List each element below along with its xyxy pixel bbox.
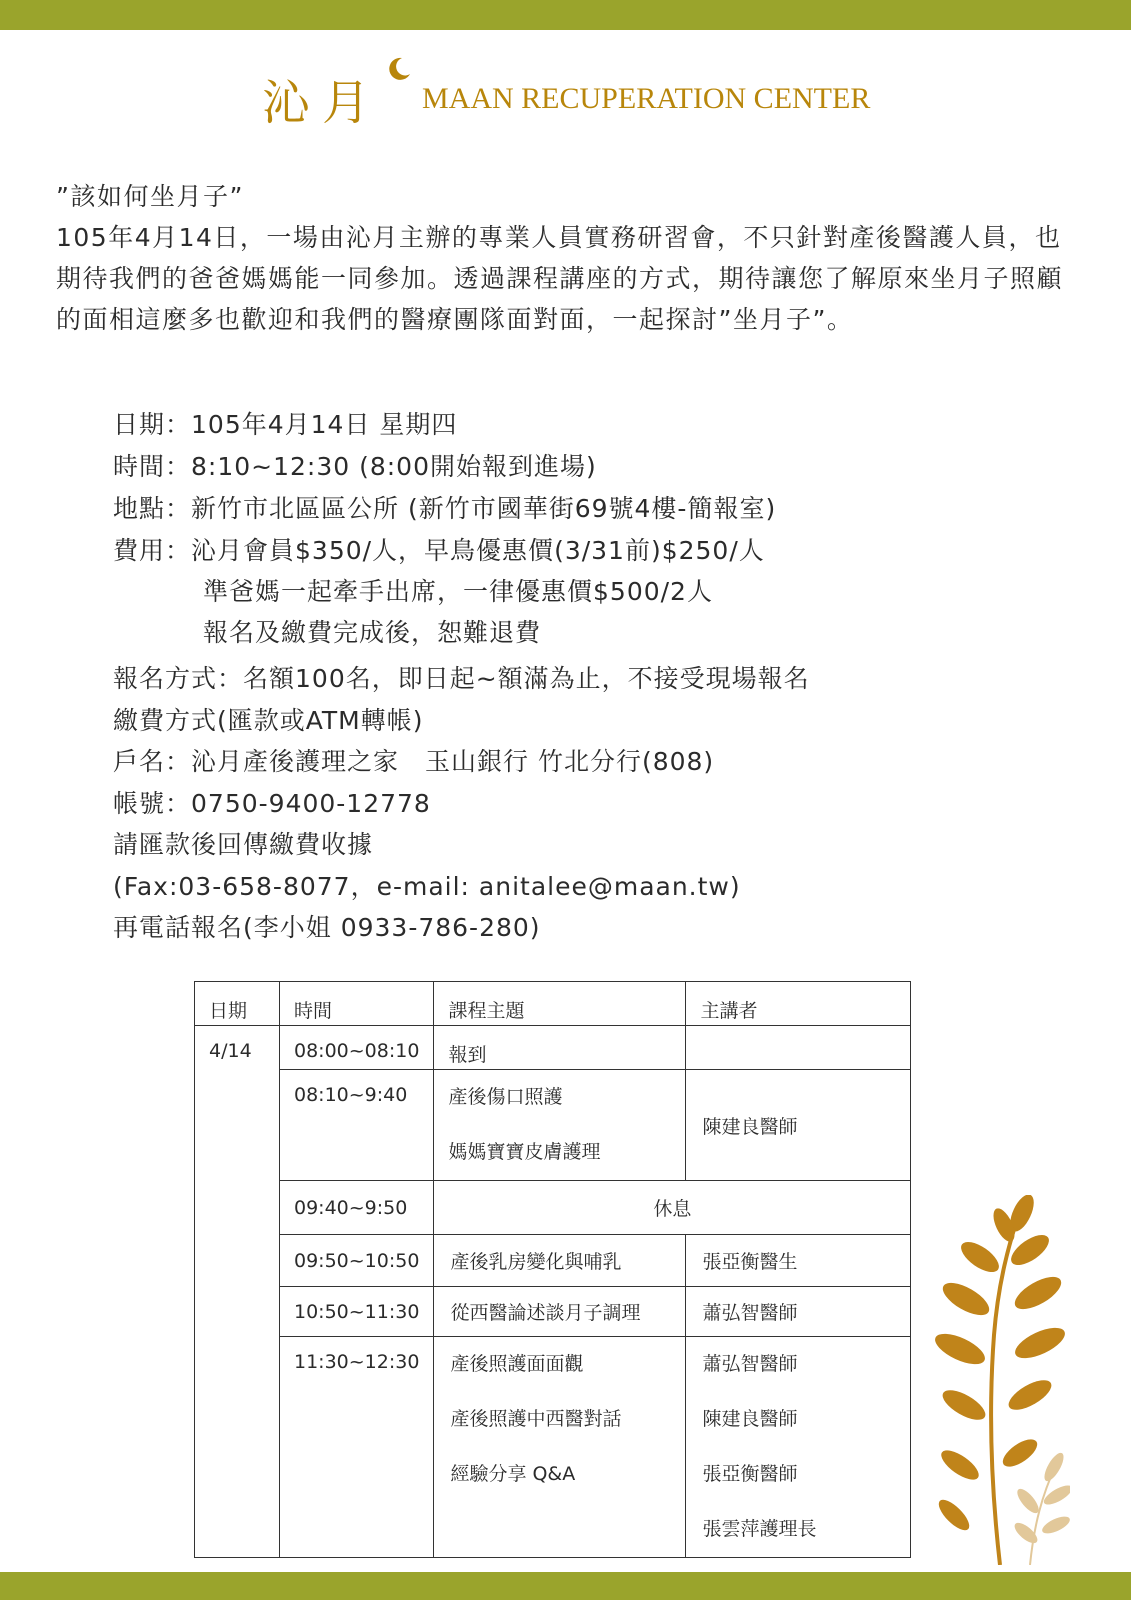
time-label: 時間： (113, 452, 192, 481)
row-topic: 產後照護中西醫對話 (450, 1408, 622, 1430)
account-name-value: 沁月產後護理之家 玉山銀行 竹北分行(808) (191, 747, 715, 776)
row-time: 11:30~12:30 (294, 1351, 420, 1373)
row-topic: 從西醫論述談月子調理 (450, 1302, 641, 1324)
row-speaker: 張亞衡醫師 (702, 1463, 798, 1485)
intro-paragraph: 105年4月14日，一場由沁月主辦的專業人員實務研習會，不只針對產後醫護人員，也期待我們的爸爸媽媽能一同參加。透過課程講座的方式，期待讓您了解原來坐月子照顧的面相這麼多也歡迎和我們的醫療團隊面對面，一起探討”坐月子”。 (56, 223, 1064, 334)
account-name-line (113, 744, 714, 780)
row-speaker: 蕭弘智醫師 (702, 1302, 798, 1324)
header-speaker: 主講者 (700, 1000, 758, 1022)
place-line (113, 491, 776, 527)
logo-name-cn: 沁月 (262, 75, 383, 131)
row-topic: 報到 (448, 1044, 487, 1066)
date-value: 105年4月14日 星期四 (191, 410, 458, 439)
row-time: 09:40~9:50 (294, 1196, 408, 1219)
row-topic: 經驗分享 Q&A (450, 1463, 576, 1485)
row-speaker: 張亞衡醫生 (702, 1251, 798, 1273)
table-row (195, 1235, 911, 1287)
time-line (113, 449, 597, 485)
phone-line: 再電話報名(李小姐 0933-786-280) (113, 913, 541, 942)
intro-title: ”該如何坐月子” (56, 182, 244, 211)
payment-line: 繳費方式(匯款或ATM轉帳) (113, 706, 424, 735)
receipt-line: 請匯款後回傳繳費收據 (113, 830, 374, 859)
account-name-label: 戶名： (113, 747, 192, 776)
row-speakers (686, 1323, 910, 1557)
signup-line (113, 661, 810, 697)
row-topics (434, 1070, 685, 1180)
table-row (195, 1181, 911, 1235)
row-speaker: 陳建良醫師 (702, 1408, 798, 1430)
logo-name-en: MAAN RECUPERATION CENTER (422, 82, 871, 115)
row-speaker: 蕭弘智醫師 (702, 1353, 798, 1375)
row-speaker: 陳建良醫師 (702, 1115, 798, 1138)
fee-line (113, 533, 765, 569)
row-topic: 產後乳房變化與哺乳 (450, 1251, 622, 1273)
time-value: 8:10~12:30 (8:00開始報到進場) (191, 452, 597, 481)
signup-label: 報名方式： (113, 664, 244, 693)
top-bar (0, 0, 1131, 30)
header-time: 時間 (294, 1000, 333, 1022)
signup-value: 名額100名，即日起~額滿為止，不接受現場報名 (243, 664, 810, 693)
row-time: 08:10~9:40 (294, 1084, 408, 1106)
row-time: 09:50~10:50 (294, 1249, 420, 1272)
schedule-table (194, 981, 911, 1558)
crescent-moon-icon (386, 56, 412, 82)
row-date: 4/14 (209, 1040, 252, 1062)
row-topic: 產後照護面面觀 (450, 1353, 584, 1375)
fee-label: 費用： (113, 536, 192, 565)
row-speaker: 張雲萍護理長 (702, 1518, 817, 1540)
date-line (113, 407, 457, 443)
header-date: 日期 (209, 1000, 248, 1022)
row-topic: 媽媽寶寶皮膚護理 (448, 1141, 601, 1163)
account-no-label: 帳號： (113, 789, 192, 818)
table-row (195, 1337, 911, 1558)
fee-line-2: 準爸媽一起牽手出席，一律優惠價$500/2人 (203, 577, 713, 606)
row-time: 08:00~08:10 (294, 1040, 420, 1062)
bottom-bar (0, 1572, 1131, 1600)
date-label: 日期： (113, 410, 192, 439)
plant-branch-icon (930, 1195, 1070, 1565)
header-topic: 課程主題 (448, 1000, 525, 1022)
row-time: 10:50~11:30 (294, 1300, 420, 1323)
fee-line-3: 報名及繳費完成後，恕難退費 (203, 618, 542, 647)
break-label: 休息 (653, 1198, 692, 1220)
row-topics (434, 1323, 685, 1502)
fax-line: (Fax:03-658-8077，e-mail: anitalee@maan.tw) (113, 872, 741, 901)
table-row (195, 1026, 911, 1070)
account-no-line (113, 786, 431, 822)
intro (56, 176, 1066, 340)
table-row (195, 1070, 911, 1181)
table-header-row (195, 982, 911, 1026)
fee-value-1: 沁月會員$350/人，早鳥優惠價(3/31前)$250/人 (191, 536, 765, 565)
place-value: 新竹市北區區公所 (新竹市國華街69號4樓-簡報室) (191, 494, 777, 523)
place-label: 地點： (113, 494, 192, 523)
row-topic: 產後傷口照護 (448, 1086, 563, 1108)
account-no-value: 0750-9400-12778 (191, 789, 431, 818)
